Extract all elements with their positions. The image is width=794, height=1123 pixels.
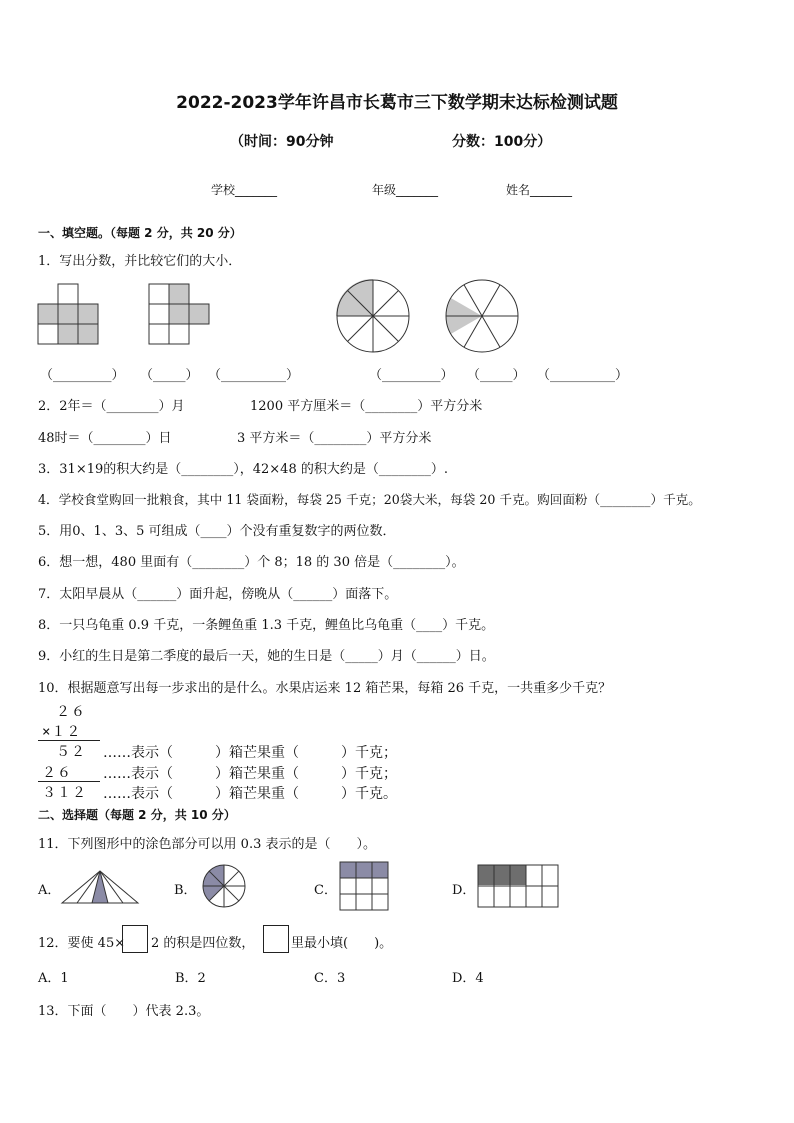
q12-option-b[interactable]: B．2 [175,971,206,986]
q11-grid-2x5-figure [478,865,560,909]
q10-line-1: ……表示（ ）箱芒果重（ ）千克； [103,745,397,761]
question-6: 6．想一想，480 里面有（________）个 8；18 的 30 倍是（________）。 [38,555,465,570]
calc-product: ３１２ [42,785,87,801]
q11-option-a-label[interactable]: A． [38,883,61,898]
q1-blank-6[interactable]: （__________） [537,368,629,383]
q1-blank-2[interactable]: （_____） [140,368,199,383]
calc-partial-2: ２６ [42,765,72,781]
q11-option-d-label[interactable]: D． [452,883,476,898]
q12-option-a[interactable]: A．1 [38,971,69,986]
question-3: 3．31×19的积大约是（________），42×48 的积大约是（________）. [38,462,448,477]
q12-option-c[interactable]: C．3 [314,971,346,986]
school-field: 学校_______ [211,183,278,197]
q1-blank-1[interactable]: （_________） [40,368,125,383]
q1-figure-b [149,284,211,346]
question-12-part-3: 里最小填( )。 [291,936,393,951]
question-8: 8．一只乌龟重 0.9 千克，一条鲤鱼重 1.3 千克，鲤鱼比乌龟重（____）千克。 [38,618,495,633]
q12-option-d[interactable]: D．4 [452,971,484,986]
question-2b: 1200 平方厘米＝（________）平方分米 [250,399,483,414]
q11-circle-figure [202,864,246,908]
q11-triangle-figure [62,869,140,905]
question-11: 11．下列图形中的涂色部分可以用 0.3 表示的是（ ）。 [38,837,376,852]
q1-circle-8-parts [336,279,410,353]
question-2a: 2．2年＝（________）月 [38,399,185,414]
exam-score: 分数：100分） [452,134,552,150]
q11-option-c-label[interactable]: C． [314,883,337,898]
q1-figure-a [38,284,100,346]
q10-line-3: ……表示（ ）箱芒果重（ ）千克。 [103,786,397,802]
question-1: 1．写出分数，并比较它们的大小． [38,254,242,269]
question-2c: 48时＝（________）日 [38,431,172,446]
q11-grid-3x3-figure [340,862,390,912]
q1-blank-3[interactable]: （__________） [208,368,300,383]
question-2d: 3 平方米＝（________）平方分米 [237,431,432,446]
question-12-part-1: 12．要使 45× [38,936,126,951]
section2-heading: 二、选择题（每题 2 分，共 10 分） [38,808,236,822]
question-10: 10．根据题意写出每一步求出的是什么。水果店运来 12 箱芒果，每箱 26 千克，一共重多少千克？ [38,681,612,696]
calc-multiplicand: ２６ [56,704,86,720]
q1-circle-6-parts [445,279,519,353]
q1-blank-4[interactable]: （_________） [369,368,454,383]
page-title: 2022-2023学年许昌市长葛市三下数学期末达标检测试题 [176,93,618,113]
question-12-part-2: 2 的积是四位数， [151,936,255,951]
question-4: 4．学校食堂购回一批粮食，其中 11 袋面粉，每袋 25 千克；20袋大米，每袋 20 千克。购回面粉（________）千克。 [38,492,701,507]
question-13: 13．下面（ ）代表 2.3。 [38,1004,210,1019]
q10-line-2: ……表示（ ）箱芒果重（ ）千克； [103,766,397,782]
q12-blank-box-2[interactable] [263,925,289,953]
q1-blank-5[interactable]: （_____） [467,368,526,383]
grade-field: 年级_______ [372,183,439,197]
q12-blank-box-1[interactable] [122,925,148,953]
question-9: 9．小红的生日是第二季度的最后一天，她的生日是（_____）月（______）日。 [38,649,495,664]
section1-heading: 一、填空题。（每题 2 分，共 20 分） [38,226,242,240]
calc-partial-1: ５２ [56,744,86,760]
question-7: 7．太阳早晨从（______）面升起，傍晚从（______）面落下。 [38,587,398,602]
calc-multiplier: ×１２ [42,724,82,740]
exam-time: （时间：90分钟 [230,134,334,150]
name-field: 姓名_______ [506,183,573,197]
q11-option-b-label[interactable]: B． [174,883,197,898]
question-5: 5．用0、1、3、5 可组成（____）个没有重复数字的两位数． [38,524,396,539]
